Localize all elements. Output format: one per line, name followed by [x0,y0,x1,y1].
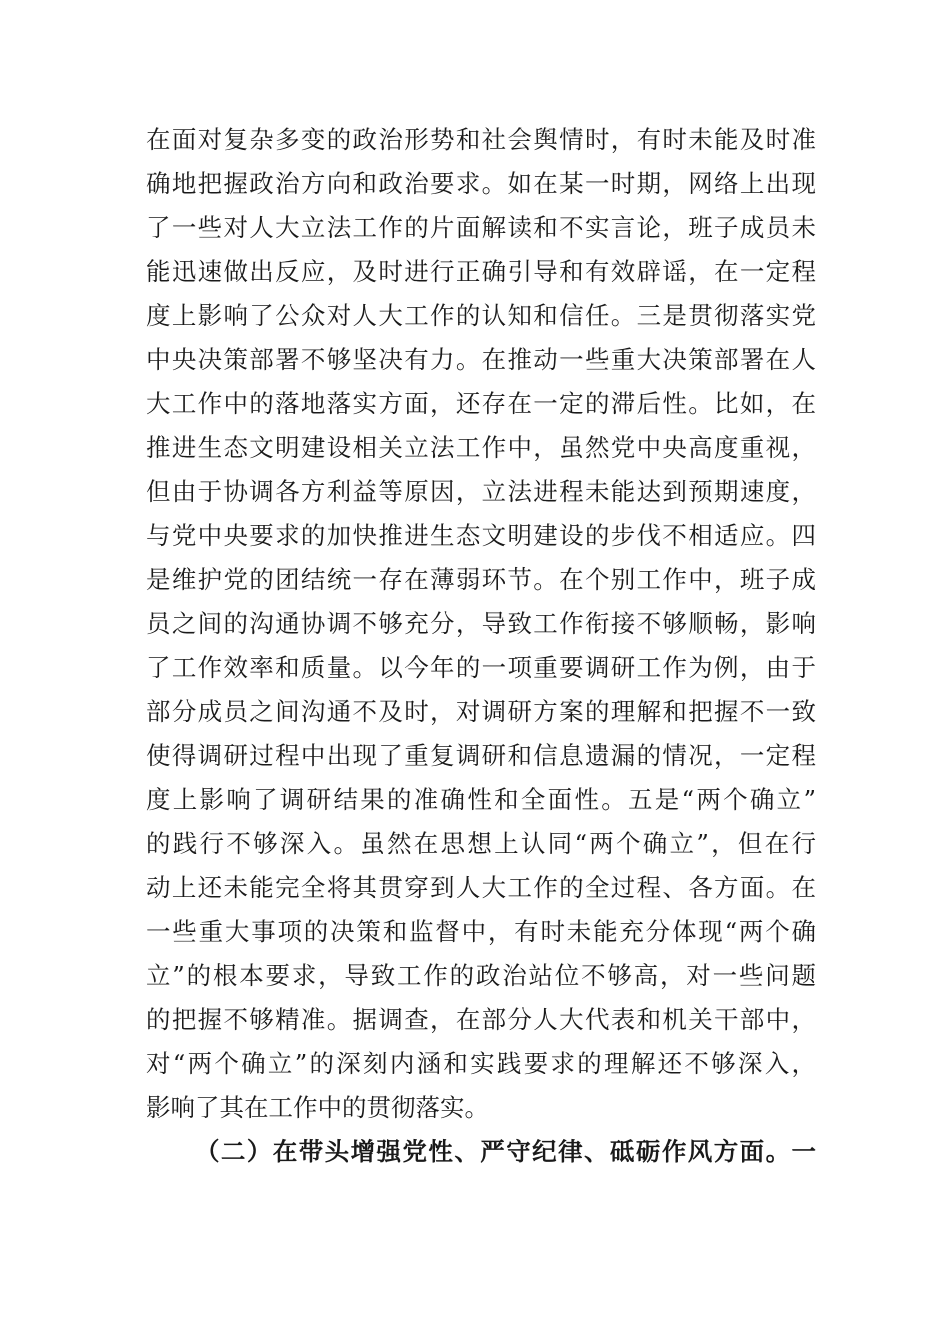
text-line: 能迅速做出反应，及时进行正确引导和有效辟谣，在一定程 [146,257,816,286]
text-line: 度上影响了调研结果的准确性和全面性。五是“两个确立” [146,785,816,814]
text-line: 员之间的沟通协调不够充分，导致工作衔接不够顺畅，影响 [146,609,816,638]
text-line: 是维护党的团结统一存在薄弱环节。在个别工作中，班子成 [146,565,816,594]
text-line: 的践行不够深入。虽然在思想上认同“两个确立”，但在行 [146,829,816,858]
text-line: 动上还未能完全将其贯穿到人大工作的全过程、各方面。在 [146,873,816,902]
text-line: 使得调研过程中出现了重复调研和信息遗漏的情况，一定程 [146,741,816,770]
text-line: 了工作效率和质量。以今年的一项重要调研工作为例，由于 [146,653,816,682]
text-line: 确地把握政治方向和政治要求。如在某一时期，网络上出现 [146,169,816,198]
text-line: 推进生态文明建设相关立法工作中，虽然党中央高度重视， [146,433,816,462]
text-line: 一些重大事项的决策和监督中，有时未能充分体现“两个确 [146,917,816,946]
text-line: 在面对复杂多变的政治形势和社会舆情时，有时未能及时准 [146,125,816,154]
text-line: 中央决策部署不够坚决有力。在推动一些重大决策部署在人 [146,345,816,374]
text-line: 度上影响了公众对人大工作的认知和信任。三是贯彻落实党 [146,301,816,330]
text-line: 对“两个确立”的深刻内涵和实践要求的理解还不够深入， [146,1049,816,1078]
text-line: 影响了其在工作中的贯彻落实。 [146,1093,489,1122]
text-line: 大工作中的落地落实方面，还存在一定的滞后性。比如，在 [146,389,816,418]
section-heading: （二）在带头增强党性、严守纪律、砥砺作风方面。一 [195,1137,816,1166]
text-line: 与党中央要求的加快推进生态文明建设的步伐不相适应。四 [146,521,816,550]
text-line: 但由于协调各方利益等原因，立法进程未能达到预期速度， [146,477,816,506]
text-line: 了一些对人大立法工作的片面解读和不实言论，班子成员未 [146,213,816,242]
body-text [146,118,816,1174]
text-line: 的把握不够精准。据调查，在部分人大代表和机关干部中， [146,1005,816,1034]
text-line: 部分成员之间沟通不及时，对调研方案的理解和把握不一致 [146,697,816,726]
text-line: 立”的根本要求，导致工作的政治站位不够高，对一些问题 [146,961,816,990]
